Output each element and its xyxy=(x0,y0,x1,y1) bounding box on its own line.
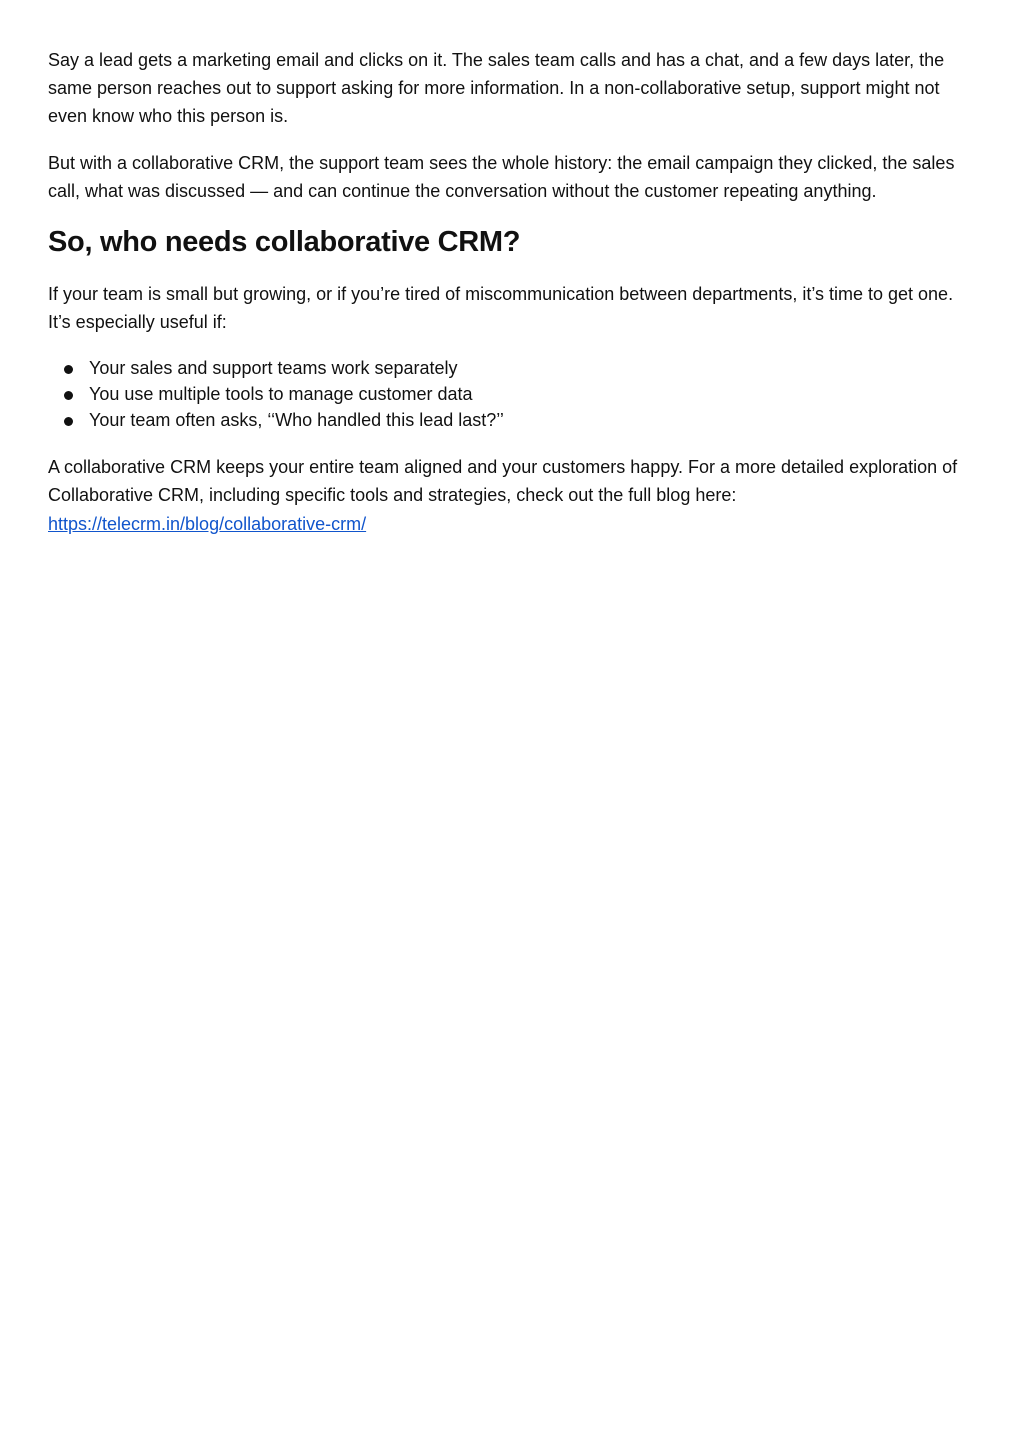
bullet-icon xyxy=(64,365,73,374)
list-item xyxy=(48,355,976,381)
bullet-icon xyxy=(64,391,73,400)
intro-paragraph-collaborative-benefit: But with a collaborative CRM, the support team sees the whole history: the email campaign they clicked, the sales call, what was discussed — and can continue the conversation without the customer repeating anything. xyxy=(48,153,955,201)
list-item-text: Your sales and support teams work separately xyxy=(89,358,458,378)
list-item xyxy=(48,407,976,433)
list-item xyxy=(48,381,976,407)
blog-link[interactable]: https://telecrm.in/blog/collaborative-crm/ xyxy=(48,514,367,534)
section-heading: So, who needs collaborative CRM? xyxy=(48,226,521,258)
closing-paragraph xyxy=(48,453,978,539)
section-intro-paragraph: If your team is small but growing, or if you’re tired of miscommunication between departments, it’s time to get one. It’s especially useful if: xyxy=(48,284,954,332)
closing-text: A collaborative CRM keeps your entire team aligned and your customers happy. For a more detailed exploration of Collaborative CRM, including specific tools and strategies, check out the full blog here: xyxy=(48,457,958,505)
bullet-icon xyxy=(64,417,73,426)
list-item-text: You use multiple tools to manage customer data xyxy=(89,384,473,404)
intro-paragraph-lead-scenario: Say a lead gets a marketing email and clicks on it. The sales team calls and has a chat, and a few days later, the same person reaches out to support asking for more information. In a non-collaborative setup, support might not even know who this person is. xyxy=(48,50,945,126)
bullet-list xyxy=(48,355,976,433)
list-item-text: Your team often asks, ‘‘Who handled this lead last?’’ xyxy=(89,410,504,430)
